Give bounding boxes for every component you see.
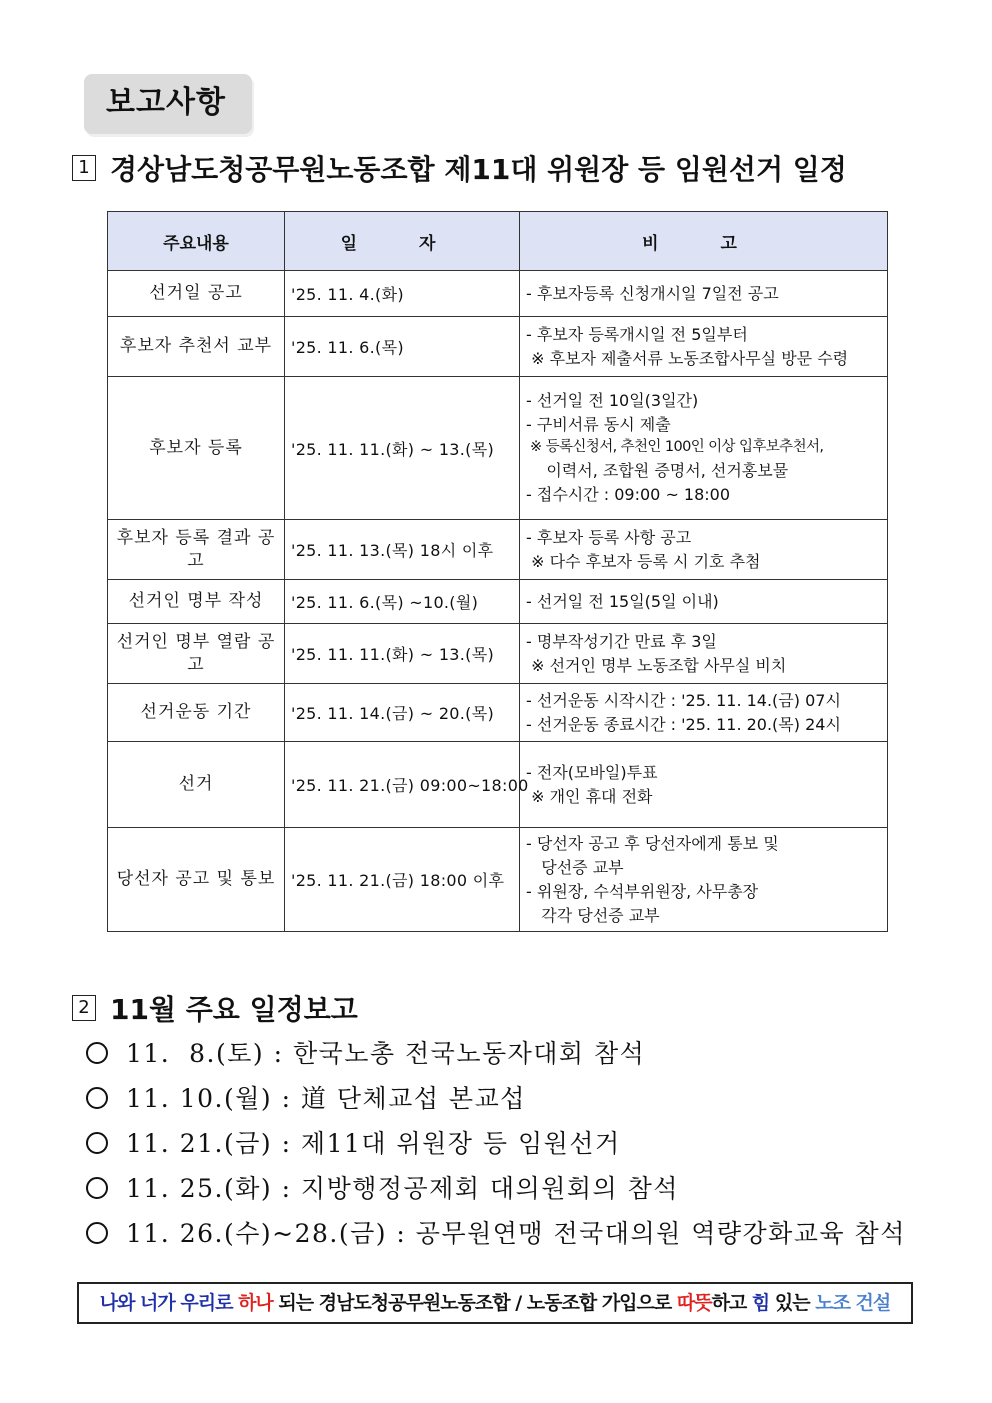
schedule-item-cell: 후보자 등록 <box>108 377 285 520</box>
note-line: - 선거운동 시작시간 : '25. 11. 14.(금) 07시 <box>526 690 841 710</box>
section2-title: 11월 주요 일정보고 <box>110 993 358 1026</box>
table-row <box>108 828 888 932</box>
header-main-content: 주요내용 <box>108 212 285 271</box>
note-line: - 당선자 공고 후 당선자에게 통보 및 <box>526 833 779 853</box>
note-line: ※ 선거인 명부 노동조합 사무실 비치 <box>526 655 787 675</box>
slogan-segment: 하나 <box>238 1292 273 1314</box>
slogan-segment: 따뜻 <box>676 1292 712 1314</box>
section1-heading <box>72 148 847 188</box>
schedule-item-cell: 후보자 추천서 교부 <box>108 317 285 377</box>
schedule-note-cell <box>520 742 888 828</box>
header-remarks: 비 고 <box>520 212 888 271</box>
schedule-date-cell: '25. 11. 13.(목) 18시 이후 <box>285 520 520 580</box>
table-row <box>108 317 888 377</box>
table-row <box>108 742 888 828</box>
table-row <box>108 520 888 580</box>
section1-title: 경상남도청공무원노동조합 제11대 위원장 등 임원선거 일정 <box>110 153 847 186</box>
schedule-item-cell: 선거일 공고 <box>108 271 285 317</box>
note-line: - 명부작성기간 만료 후 3일 <box>526 631 717 651</box>
list-item-text: 11. 21.(금) : 제11대 위원장 등 임원선거 <box>126 1129 621 1158</box>
note-line: - 선거일 전 10일(3일간) <box>526 391 699 411</box>
schedule-note-cell <box>520 684 888 742</box>
monthly-schedule-list <box>86 1036 906 1261</box>
list-item-text: 11. 8.(토) : 한국노총 전국노동자대회 참석 <box>126 1039 646 1068</box>
note-line: - 구비서류 동시 제출 <box>526 415 671 435</box>
section2-heading <box>72 988 358 1028</box>
schedule-note-cell <box>520 580 888 624</box>
union-slogan-banner <box>77 1282 913 1324</box>
note-line: - 선거운동 종료시간 : '25. 11. 20.(목) 24시 <box>526 714 841 734</box>
schedule-item-cell: 선거운동 기간 <box>108 684 285 742</box>
list-item <box>86 1036 906 1081</box>
schedule-date-cell: '25. 11. 21.(금) 18:00 이후 <box>285 828 520 932</box>
table-row <box>108 624 888 684</box>
schedule-note-cell <box>520 828 888 932</box>
schedule-item-cell: 후보자 등록 결과 공고 <box>108 520 285 580</box>
schedule-date-cell: '25. 11. 14.(금) ~ 20.(목) <box>285 684 520 742</box>
schedule-item-cell: 선거인 명부 열람 공고 <box>108 624 285 684</box>
schedule-item-cell: 선거인 명부 작성 <box>108 580 285 624</box>
note-line: ※ 후보자 제출서류 노동조합사무실 방문 수령 <box>526 348 849 368</box>
note-line: ※ 등록신청서, 추천인 100인 이상 입후보추천서, <box>526 439 824 456</box>
slogan-segment: 되는 경남도청공무원노동조합 / 노동조합 가입으로 <box>272 1292 677 1314</box>
note-line: - 후보자 등록 사항 공고 <box>526 527 692 547</box>
list-item-text: 11. 10.(월) : 道 단체교섭 본교섭 <box>126 1084 526 1113</box>
schedule-date-cell: '25. 11. 11.(화) ~ 13.(목) <box>285 377 520 520</box>
header-date: 일 자 <box>285 212 520 271</box>
schedule-note-cell <box>520 317 888 377</box>
note-line: - 선거일 전 15일(5일 이내) <box>526 591 719 611</box>
schedule-note-cell <box>520 271 888 317</box>
circle-bullet-icon <box>86 1222 108 1244</box>
note-line: 각각 당선증 교부 <box>526 905 660 925</box>
slogan-segment: 나와 너가 우리로 <box>99 1292 239 1314</box>
list-item-text: 11. 26.(수)~28.(금) : 공무원연맹 전국대의원 역량강화교육 참석 <box>126 1219 906 1248</box>
note-line: 이력서, 조합원 증명서, 선거홍보물 <box>526 460 789 480</box>
schedule-item-cell: 선거 <box>108 742 285 828</box>
slogan-segment: 하고 <box>711 1292 752 1314</box>
schedule-date-cell: '25. 11. 6.(목) <box>285 317 520 377</box>
circle-bullet-icon <box>86 1177 108 1199</box>
section2-number-box: 2 <box>72 995 96 1021</box>
table-row <box>108 271 888 317</box>
note-line: 당선증 교부 <box>526 857 624 877</box>
table-row <box>108 377 888 520</box>
schedule-date-cell: '25. 11. 4.(화) <box>285 271 520 317</box>
schedule-date-cell: '25. 11. 21.(금) 09:00~18:00 <box>285 742 520 828</box>
schedule-note-cell <box>520 624 888 684</box>
schedule-date-cell: '25. 11. 6.(목) ~10.(월) <box>285 580 520 624</box>
schedule-note-cell <box>520 377 888 520</box>
list-item <box>86 1081 906 1126</box>
note-line: - 접수시간 : 09:00 ~ 18:00 <box>526 484 731 504</box>
circle-bullet-icon <box>86 1132 108 1154</box>
table-header-row <box>108 212 888 271</box>
note-line: ※ 개인 휴대 전화 <box>526 786 653 806</box>
slogan-segment: 노조 건설 <box>815 1292 891 1314</box>
slogan-segment: 힘 <box>751 1292 770 1314</box>
schedule-date-cell: '25. 11. 11.(화) ~ 13.(목) <box>285 624 520 684</box>
note-line: - 위원장, 수석부위원장, 사무총장 <box>526 881 759 901</box>
note-line: - 후보자 등록개시일 전 5일부터 <box>526 324 748 344</box>
slogan-segment: 있는 <box>769 1292 816 1314</box>
note-line: - 후보자등록 신청개시일 7일전 공고 <box>526 283 779 303</box>
table-row <box>108 684 888 742</box>
circle-bullet-icon <box>86 1087 108 1109</box>
schedule-note-cell <box>520 520 888 580</box>
note-line: ※ 다수 후보자 등록 시 기호 추첨 <box>526 551 761 571</box>
list-item <box>86 1126 906 1171</box>
circle-bullet-icon <box>86 1042 108 1064</box>
schedule-item-cell: 당선자 공고 및 통보 <box>108 828 285 932</box>
section1-number-box: 1 <box>72 155 96 181</box>
note-line: - 전자(모바일)투표 <box>526 762 658 782</box>
list-item <box>86 1171 906 1216</box>
list-item-text: 11. 25.(화) : 지방행정공제회 대의원회의 참석 <box>126 1174 679 1203</box>
report-section-tag: 보고사항 <box>84 74 252 134</box>
election-schedule-table <box>107 211 888 932</box>
table-row <box>108 580 888 624</box>
list-item <box>86 1216 906 1261</box>
